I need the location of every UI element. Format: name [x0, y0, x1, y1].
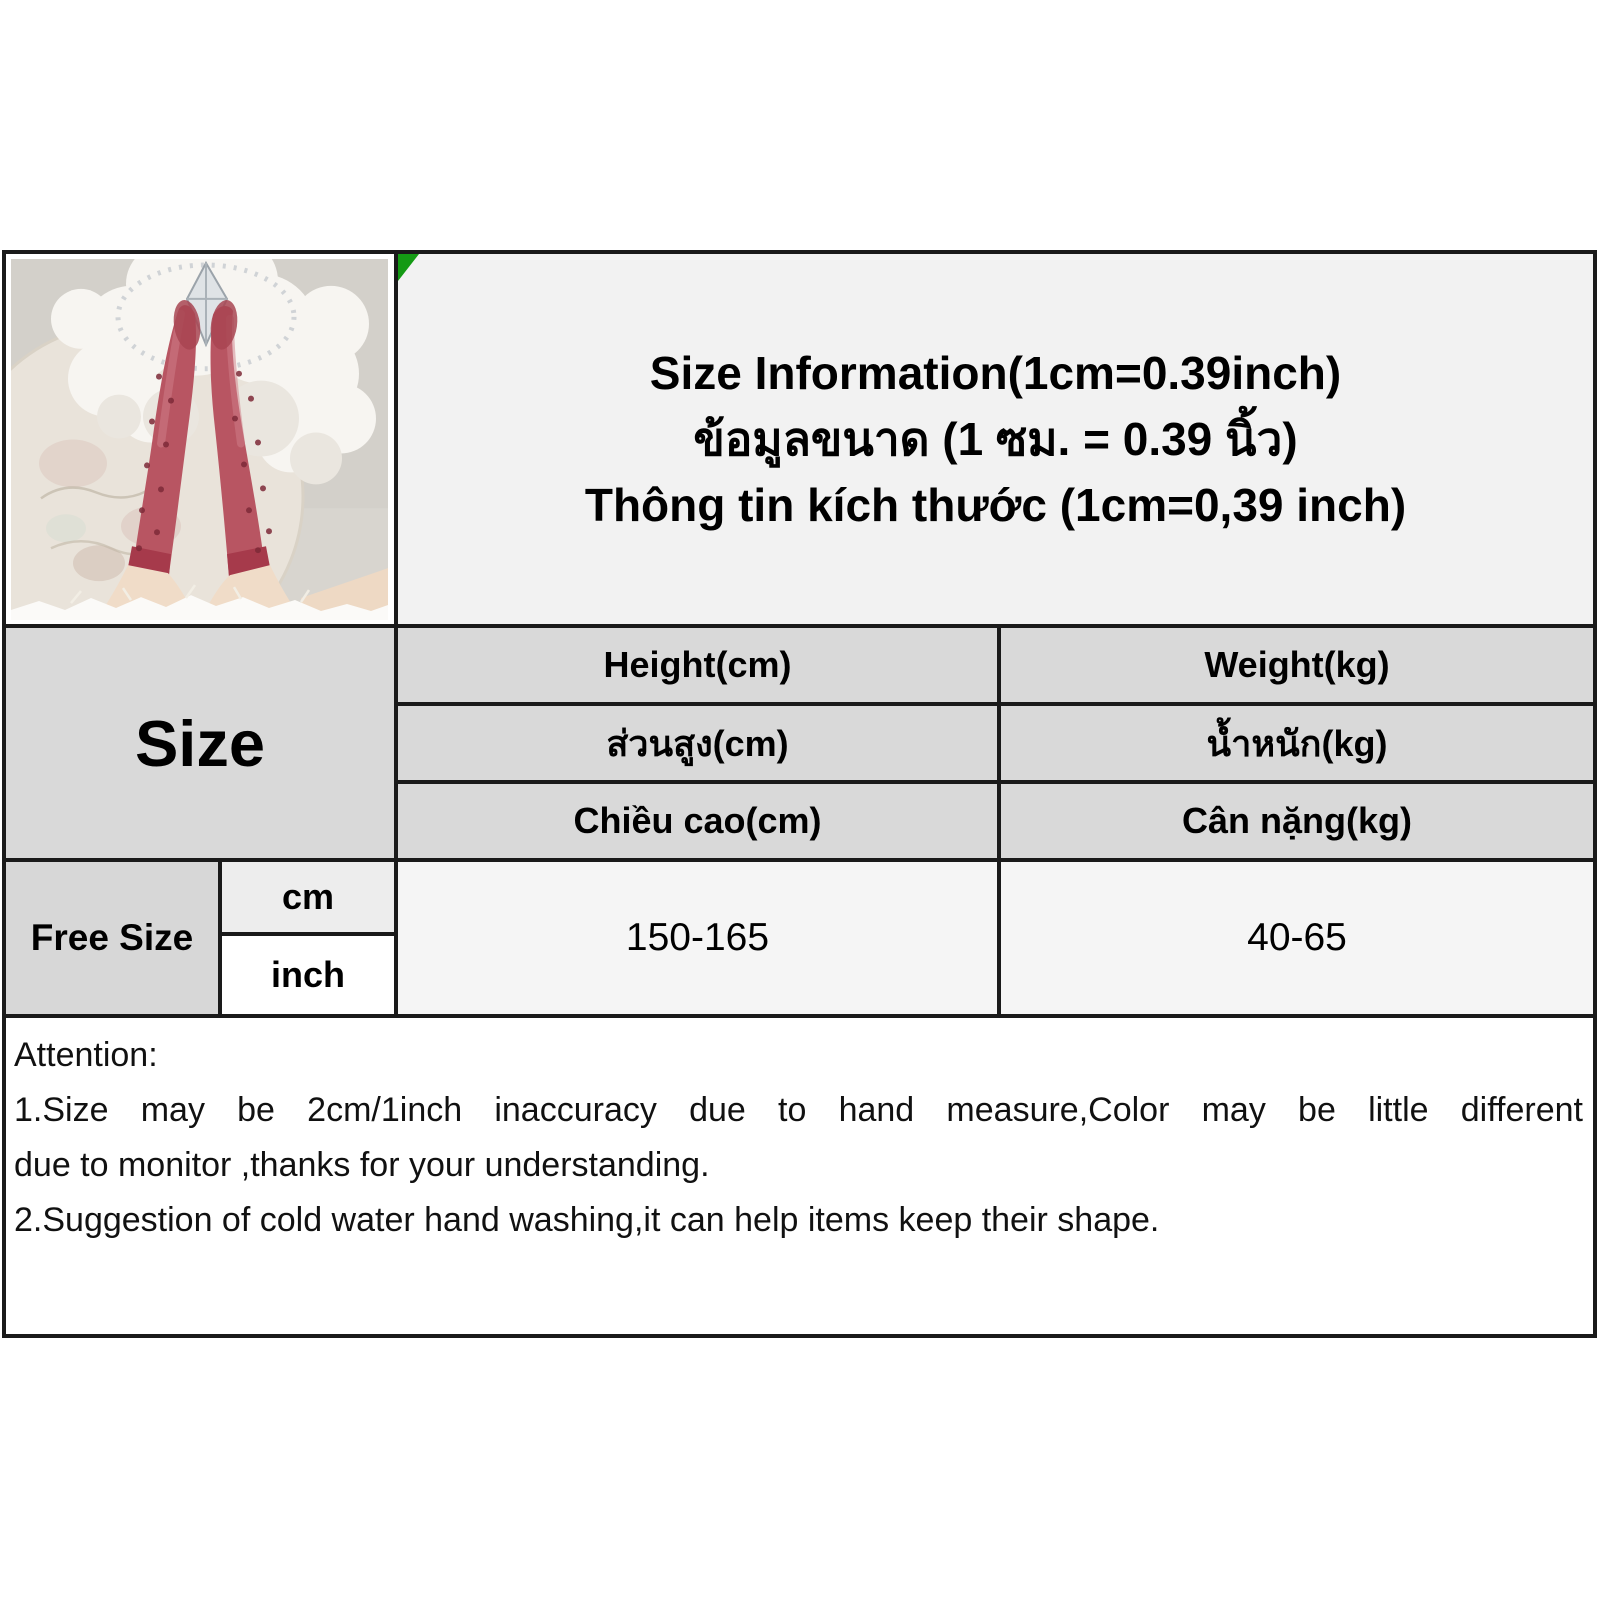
value-height-cell: 150-165 — [394, 858, 997, 1014]
attention-note-1-line-1: 1.Size may be 2cm/1inch inaccuracy due to hand measure,Color may be little different — [14, 1091, 1583, 1129]
title-cell — [394, 254, 1593, 624]
product-photo-image — [11, 259, 388, 620]
header-height-en: Height(cm) — [394, 624, 997, 702]
header-weight-en: Weight(kg) — [997, 624, 1593, 702]
header-weight-vi: Cân nặng(kg) — [997, 780, 1593, 858]
attention-note-2: 2.Suggestion of cold water hand washing,it can help items keep their shape. — [14, 1201, 1160, 1239]
value-weight-cell: 40-65 — [997, 858, 1593, 1014]
header-height-vi: Chiều cao(cm) — [394, 780, 997, 858]
header-height-th: ส่วนสูง(cm) — [394, 702, 997, 780]
row-size-label: Free Size — [6, 858, 218, 1014]
title-vietnamese: Thông tin kích thước (1cm=0,39 inch) — [584, 479, 1407, 531]
title-english: Size Information(1cm=0.39inch) — [649, 347, 1342, 399]
size-corner-cell: Size — [6, 624, 394, 858]
attention-heading: Attention: — [14, 1036, 158, 1074]
unit-inch-cell: inch — [222, 936, 394, 1014]
attention-section — [6, 1014, 1593, 1334]
green-corner-marker-icon — [398, 254, 419, 281]
size-chart-box — [2, 250, 1597, 1338]
title-thai: ข้อมูลขนาด (1 ซม. = 0.39 นิ้ว) — [693, 413, 1298, 465]
product-photo — [6, 254, 394, 624]
attention-note-1-line-2: due to monitor ,thanks for your understanding. — [14, 1146, 710, 1184]
unit-cm-cell: cm — [222, 862, 394, 936]
unit-stack — [218, 858, 394, 1014]
header-weight-th: น้ำหนัก(kg) — [997, 702, 1593, 780]
